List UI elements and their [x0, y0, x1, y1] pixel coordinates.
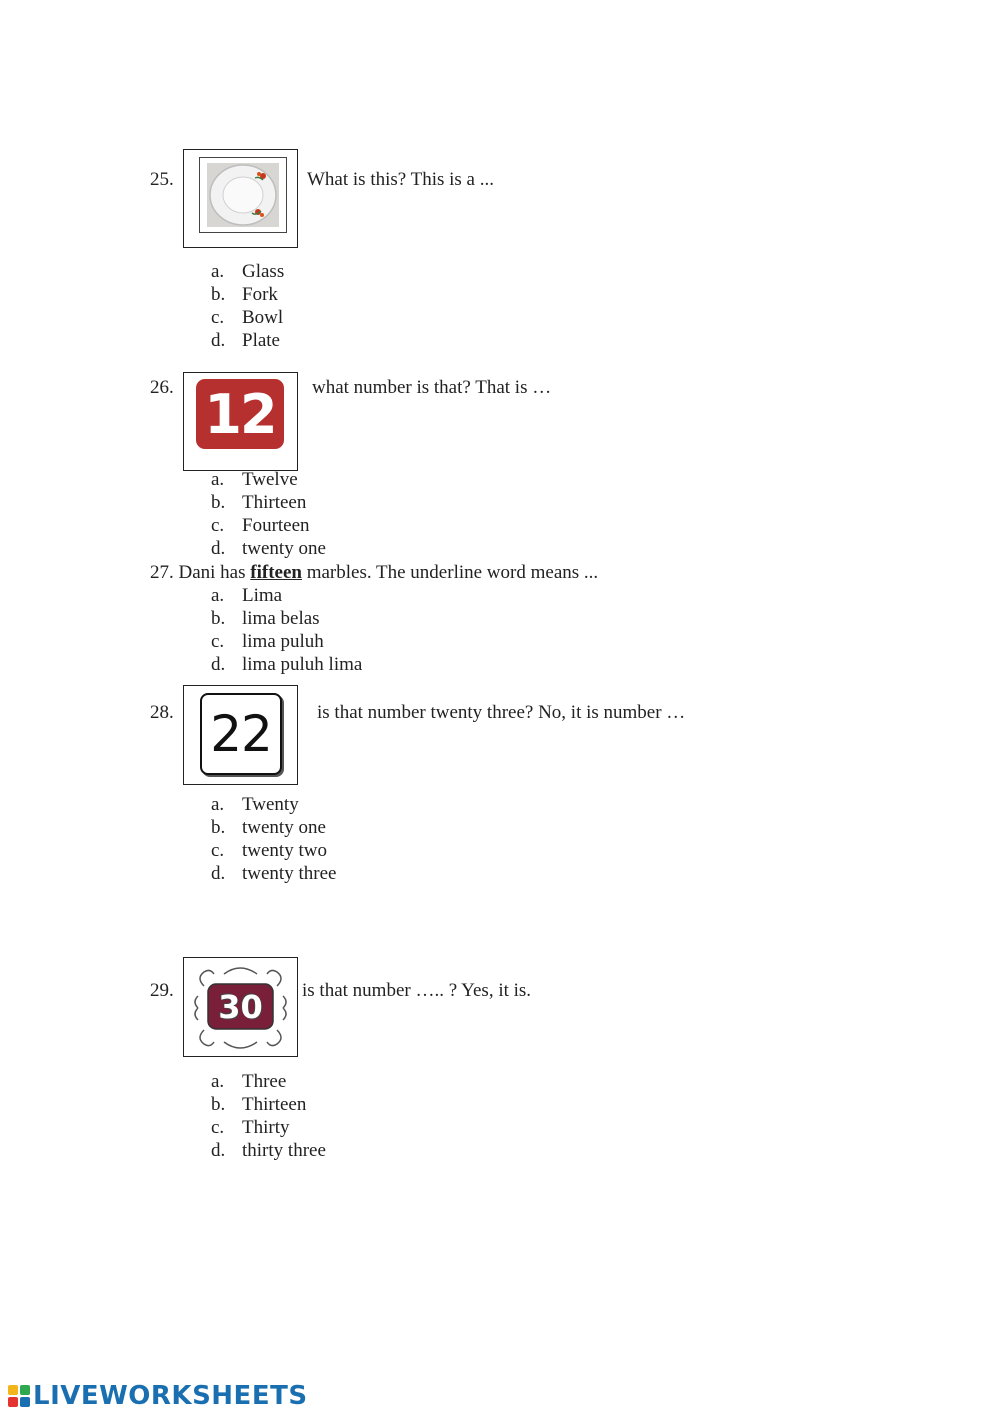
q27-option-c[interactable] [211, 630, 324, 653]
number-12-label: 12 [204, 382, 276, 446]
option-letter: c. [211, 840, 225, 861]
option-text: twenty three [242, 863, 337, 884]
option-text: Fourteen [242, 515, 310, 536]
option-letter: d. [211, 538, 226, 559]
option-text: Glass [242, 261, 285, 282]
option-letter: b. [211, 608, 226, 629]
q27-option-d[interactable] [211, 653, 362, 676]
question-26-number: 26. [150, 377, 174, 398]
option-letter: b. [211, 817, 226, 838]
option-text: Thirty [242, 1117, 290, 1138]
question-27-number: 27. [150, 562, 174, 583]
q28-option-c[interactable] [211, 839, 327, 862]
number-12-image-frame [183, 372, 298, 471]
option-text: Bowl [242, 307, 284, 328]
option-text: Twenty [242, 794, 299, 815]
option-letter: b. [211, 492, 226, 513]
liveworksheets-logo[interactable] [8, 1381, 308, 1411]
option-letter: d. [211, 330, 226, 351]
option-text: thirty three [242, 1140, 326, 1161]
plate-image-frame [183, 149, 298, 248]
option-text: lima puluh lima [242, 654, 363, 675]
option-text: Thirteen [242, 1094, 307, 1115]
option-text: Plate [242, 330, 280, 351]
q26-option-c[interactable] [211, 514, 310, 537]
number-22-label: 22 [210, 705, 272, 763]
option-letter: d. [211, 654, 226, 675]
option-letter: c. [211, 307, 225, 328]
logo-blocks-icon [8, 1385, 30, 1407]
plate-icon [200, 158, 286, 232]
q27-option-a[interactable] [211, 584, 282, 607]
q26-option-a[interactable] [211, 468, 298, 491]
q29-option-d[interactable] [211, 1139, 326, 1162]
plate-photo [199, 157, 287, 233]
option-text: Thirteen [242, 492, 307, 513]
option-letter: a. [211, 1071, 225, 1092]
option-letter: a. [211, 261, 225, 282]
question-25-text: What is this? This is a ... [307, 169, 494, 190]
option-letter: b. [211, 1094, 226, 1115]
number-30-label: 30 [218, 987, 263, 1026]
q25-option-b[interactable] [211, 283, 278, 306]
question-29-text: is that number ….. ? Yes, it is. [302, 980, 532, 1001]
option-letter: c. [211, 515, 225, 536]
q29-option-b[interactable] [211, 1093, 306, 1116]
q27-option-b[interactable] [211, 607, 320, 630]
option-letter: d. [211, 863, 226, 884]
q28-option-b[interactable] [211, 816, 326, 839]
question-27-text-after: marbles. The underline word means ... [306, 562, 599, 583]
underlined-word: fifteen [250, 562, 302, 583]
option-text: lima puluh [242, 631, 324, 652]
question-25-number: 25. [150, 169, 174, 190]
option-letter: c. [211, 631, 225, 652]
option-text: Three [242, 1071, 287, 1092]
option-letter: c. [211, 1117, 225, 1138]
number-22-sign [200, 693, 282, 775]
question-28-number: 28. [150, 702, 174, 723]
q28-option-a[interactable] [211, 793, 299, 816]
question-26-text: what number is that? That is … [312, 377, 552, 398]
option-text: Fork [242, 284, 278, 305]
logo-text: LIVEWORKSHEETS [33, 1381, 308, 1411]
q29-option-c[interactable] [211, 1116, 290, 1139]
question-27-text-before: Dani has [178, 562, 246, 583]
q28-option-d[interactable] [211, 862, 336, 885]
option-text: Twelve [242, 469, 298, 490]
q29-option-a[interactable] [211, 1070, 286, 1093]
option-text: twenty one [242, 817, 326, 838]
option-text: twenty two [242, 840, 327, 861]
option-letter: a. [211, 794, 225, 815]
option-text: lima belas [242, 608, 320, 629]
option-letter: b. [211, 284, 226, 305]
question-29-number: 29. [150, 980, 174, 1001]
question-27 [150, 561, 598, 584]
option-letter: d. [211, 1140, 226, 1161]
option-text: Lima [242, 585, 283, 606]
option-text: twenty one [242, 538, 326, 559]
q25-option-c[interactable] [211, 306, 283, 329]
option-letter: a. [211, 585, 225, 606]
q25-option-d[interactable] [211, 329, 280, 352]
number-12-sign [196, 379, 284, 449]
q25-option-a[interactable] [211, 260, 284, 283]
number-22-image-frame [183, 685, 298, 785]
option-letter: a. [211, 469, 225, 490]
q26-option-b[interactable] [211, 491, 306, 514]
question-28-text: is that number twenty three? No, it is number … [317, 702, 686, 723]
q26-option-d[interactable] [211, 537, 326, 560]
number-30-image-frame [183, 957, 298, 1057]
